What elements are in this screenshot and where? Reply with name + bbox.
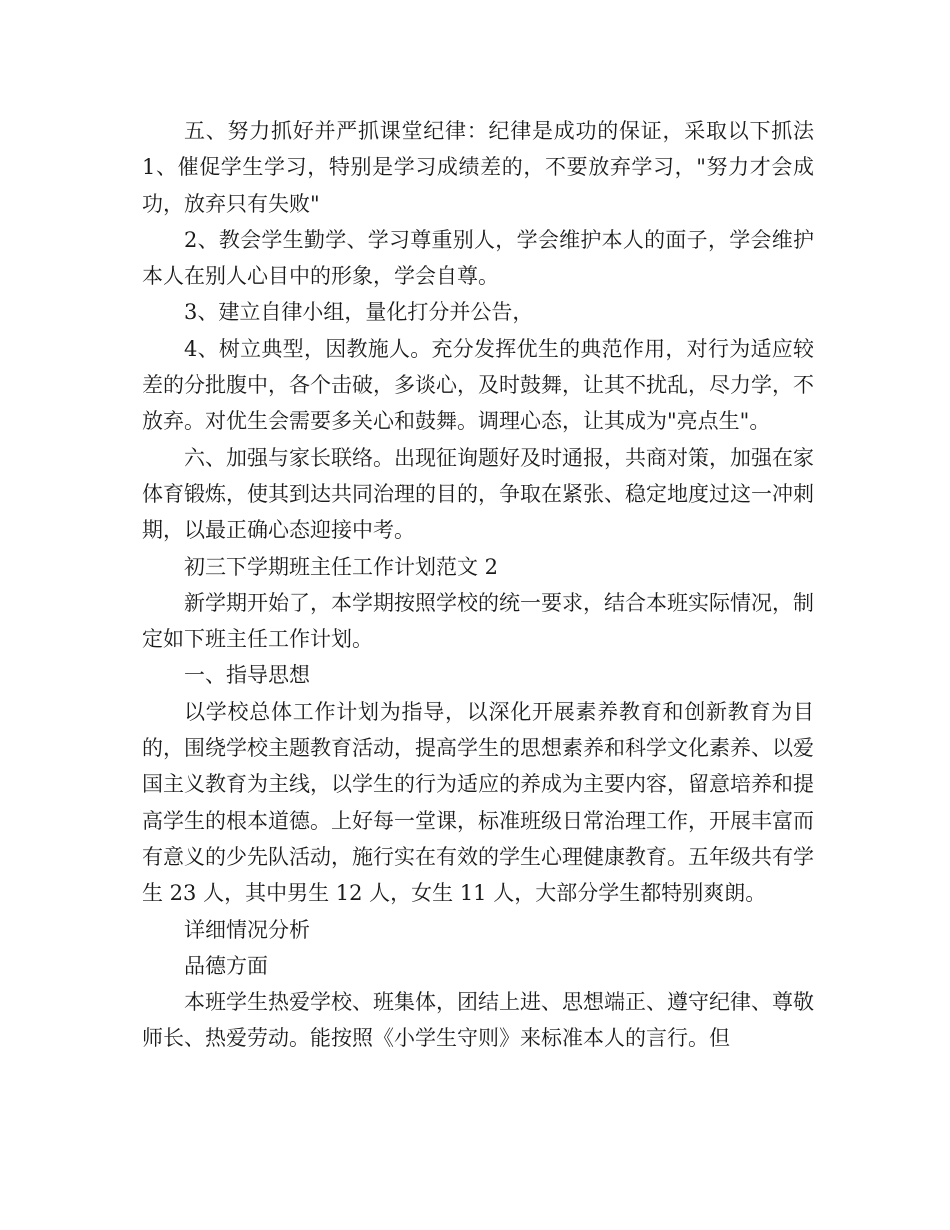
section-title-sample-2: 初三下学期班主任工作计划范文 2 (184, 554, 499, 579)
paragraph-moral-character: 本班学生热爱学校、班集体，团结上进、思想端正、遵守纪律、尊敬师长、热爱劳动。能按照《小学生守则》来标准本人的言行。但 (142, 990, 814, 1051)
paragraph-self-respect: 2、教会学生勤学、学习尊重别人，学会维护本人的面子，学会维护本人在别人心目中的形象，学会自尊。 (142, 227, 814, 289)
paragraph-role-models: 4、树立典型，因教施人。充分发挥优生的典范作用，对行为适应较差的分批腹中，各个击破，多谈心，及时鼓舞，让其不扰乱，尽力学，不放弃。对优生会需要多关心和鼓舞。调理心态，让其成为"亮点生"。 (142, 336, 814, 434)
heading-moral-character: 品德方面 (184, 953, 268, 978)
paragraph-self-discipline-group: 3、建立自律小组，量化打分并公告， (184, 300, 534, 325)
paragraph-parent-contact: 六、加强与家长联络。出现征询题好及时通报，共商对策，加强在家体育锻炼，使其到达共同治理的目的，争取在紧张、稳定地度过这一冲刺期，以最正确心态迎接中考。 (142, 445, 814, 543)
heading-guiding-ideology: 一、指导思想 (184, 663, 310, 688)
heading-situation-analysis: 详细情况分析 (184, 917, 310, 942)
document-body (142, 113, 856, 1057)
paragraph-discipline: 五、努力抓好并严抓课堂纪律：纪律是成功的保证，采取以下抓法 1、催促学生学习，特别是学习成绩差的，不要放弃学习，"努力才会成功，放弃只有失败" (142, 119, 856, 216)
paragraph-guiding-ideology: 以学校总体工作计划为指导，以深化开展素养教育和创新教育为目的，围绕学校主题教育活动，提高学生的思想素养和科学文化素养、以爱国主义教育为主线，以学生的行为适应的养成为主要内容，留意培养和提高学生的根本道德。上好每一堂课，标准班级日常治理工作，开展丰富而有意义的少先队活动，施行实在有效的学生心理健康教育。五年级共有学生 23 人，其中男生 12 人，女生 11 人，大部分学生都特别爽朗。 (142, 699, 814, 906)
paragraph-intro: 新学期开始了，本学期按照学校的统一要求，结合本班实际情况，制定如下班主任工作计划。 (142, 590, 814, 652)
